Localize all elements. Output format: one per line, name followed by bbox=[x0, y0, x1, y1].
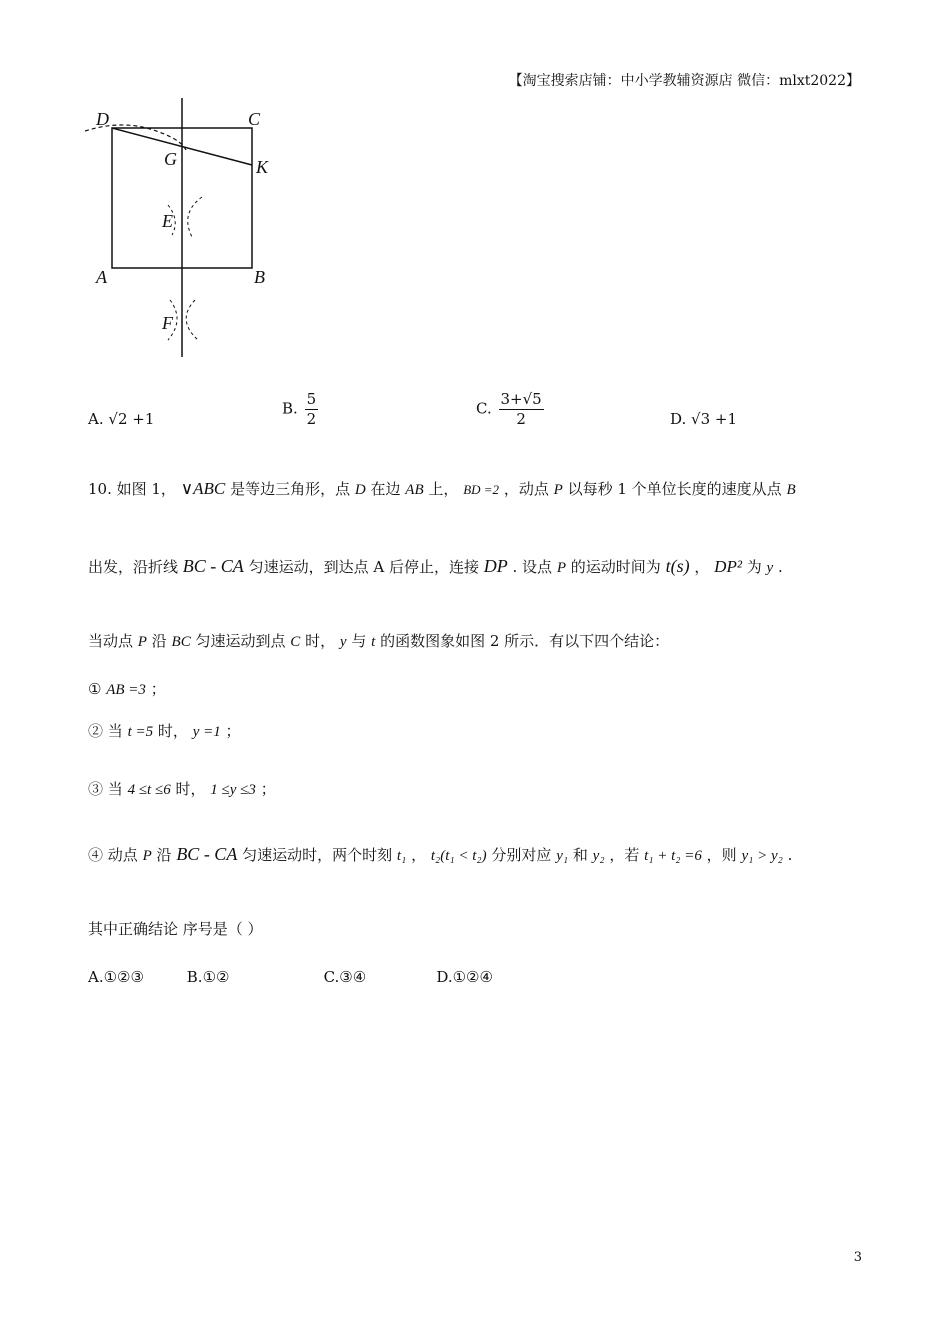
q10-line-1: 10. 如图 1， ∨ABC 是等边三角形，点 D 在边 AB 上， BD =2 ，动点 P 以每秒 1 个单位长度的速度从点 B bbox=[88, 479, 796, 498]
conclusion-3: ③ 当 4 ≤t ≤6 时， 1 ≤y ≤3 ； bbox=[88, 780, 276, 798]
conclusion-4: ④ 动点 P 沿 BC - CA 匀速运动时，两个时刻 t₁ ， t₂(t₁ < t₂) 分别对应 y₁ 和 y₂ ，若 t₁ + t₂ =6 ，则 y₁ > y₂ . bbox=[88, 844, 793, 864]
option-letter: A. bbox=[88, 410, 104, 428]
option-10b[interactable]: B.①② bbox=[186, 968, 230, 986]
label-b: B bbox=[254, 267, 265, 287]
label-k: K bbox=[256, 157, 269, 177]
option-expr: √2 +1 bbox=[108, 410, 155, 428]
option-expr: √3 +1 bbox=[691, 410, 738, 428]
option-letter: D. bbox=[670, 410, 687, 428]
page-header: 【淘宝搜索店铺：中小学教辅资源店 微信：mlxt2022】 bbox=[508, 73, 860, 89]
q10-line-3: 当动点 P 沿 BC 匀速运动到点 C 时， y 与 t 的函数图象如图 2 所示．有以下四个结论： bbox=[88, 632, 670, 650]
option-10c[interactable]: C.③④ bbox=[323, 968, 367, 986]
label-c: C bbox=[248, 109, 261, 129]
conclusion-1: ① AB =3 ； bbox=[88, 680, 166, 698]
question-prompt: 其中正确结论 序号是（ ） bbox=[88, 920, 263, 938]
label-f: F bbox=[162, 313, 173, 333]
label-a: A bbox=[96, 267, 107, 287]
option-9d[interactable] bbox=[670, 410, 737, 428]
label-g: G bbox=[164, 149, 177, 169]
option-10d[interactable]: D.①②④ bbox=[436, 968, 493, 986]
q10-line-2: 出发，沿折线 BC - CA 匀速运动，到达点 A 后停止，连接 DP . 设点 P 的运动时间为 t(s) ， DP² 为 y . bbox=[88, 556, 783, 576]
label-e: E bbox=[162, 211, 173, 231]
label-d: D bbox=[96, 109, 109, 129]
option-letter: B. bbox=[282, 399, 298, 418]
option-9a[interactable] bbox=[88, 410, 154, 428]
conclusion-2: ② 当 t =5 时， y =1 ； bbox=[88, 722, 241, 740]
fraction: $\frac{5}{2}$ bbox=[306, 390, 317, 428]
option-10a[interactable]: A.①②③ bbox=[88, 968, 144, 986]
option-9b[interactable] bbox=[282, 390, 320, 429]
page-number: 3 bbox=[853, 1250, 862, 1265]
geometry-figure bbox=[80, 95, 280, 365]
fraction: $\frac{3+√5}{2}$ bbox=[500, 390, 542, 428]
q10-options bbox=[88, 970, 493, 985]
arc-e2 bbox=[188, 197, 202, 237]
arc-f2 bbox=[186, 300, 198, 340]
option-letter: C. bbox=[476, 399, 492, 418]
option-9c[interactable] bbox=[476, 390, 546, 429]
